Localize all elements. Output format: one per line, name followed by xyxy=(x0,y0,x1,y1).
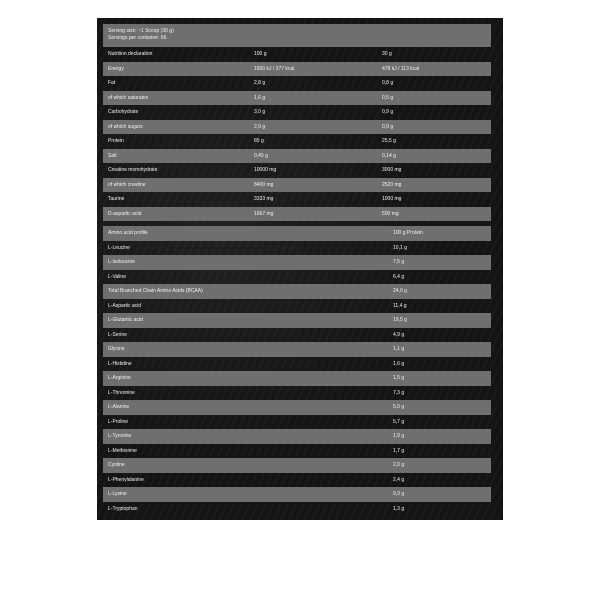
table-row xyxy=(103,134,491,149)
value-per-100g-protein: 2,0 g xyxy=(393,462,405,469)
value-per-100g-protein: 7,3 g xyxy=(393,389,405,396)
value-per-100g-protein: 6,4 g xyxy=(393,273,405,280)
nutrient-name: of which saturates xyxy=(108,94,149,101)
value-per-100g: 1600 kJ / 377 kcal xyxy=(254,65,295,72)
amino-acid-name: Cystine xyxy=(108,462,125,469)
table-row xyxy=(103,255,491,270)
nutrient-name: Protein xyxy=(108,138,124,145)
amino-acid-name: L-Proline xyxy=(108,418,129,425)
table-row xyxy=(103,192,491,207)
nutrient-name: of which sugars xyxy=(108,123,143,130)
column-header: Nutrition declaration xyxy=(108,51,153,58)
value-per-100g-protein: 4,9 g xyxy=(393,331,405,338)
amino-acid-name: L-Lysine xyxy=(108,491,127,498)
table-row xyxy=(103,299,491,314)
nutrient-name: Energy xyxy=(108,65,124,72)
value-per-serving: 478 kJ / 113 kcal xyxy=(382,65,420,72)
nutrient-name: Taurine xyxy=(108,196,125,203)
amino-acid-name: L-Phenylalanine xyxy=(108,476,144,483)
table-row xyxy=(103,62,491,77)
value-per-100g-protein: 19,5 g xyxy=(393,317,407,324)
table-row xyxy=(103,284,491,299)
column-header: Amino acid profile xyxy=(108,230,148,237)
value-per-100g: 0,45 g xyxy=(254,152,268,159)
table-row xyxy=(103,371,491,386)
column-header: 100 g xyxy=(254,51,267,58)
value-per-100g-protein: 1,9 g xyxy=(393,433,405,440)
value-per-100g-protein: 1,1 g xyxy=(393,346,405,353)
value-per-100g-protein: 5,0 g xyxy=(393,404,405,411)
table-row xyxy=(103,91,491,106)
value-per-100g: 8400 mg xyxy=(254,181,274,188)
table-row xyxy=(103,178,491,193)
column-header: 30 g xyxy=(382,51,392,58)
table-row xyxy=(103,444,491,459)
value-per-100g-protein: 1,3 g xyxy=(393,505,405,512)
nutrient-name: Carbohydrate xyxy=(108,109,139,116)
table-row xyxy=(103,458,491,473)
amino-acid-table xyxy=(103,226,491,516)
amino-acid-name: Total Branched Chain Amino Acids (BCAA) xyxy=(108,288,203,295)
table-row xyxy=(103,342,491,357)
table-row xyxy=(103,415,491,430)
table-row xyxy=(103,328,491,343)
table-header-row xyxy=(103,226,491,241)
value-per-100g-protein: 9,3 g xyxy=(393,491,405,498)
nutrient-name: Salt xyxy=(108,152,117,159)
amino-acid-name: L-Serine xyxy=(108,331,127,338)
table-row xyxy=(103,502,491,517)
table-row xyxy=(103,120,491,135)
value-per-serving: 0,5 g xyxy=(382,94,394,101)
nutrition-panel xyxy=(97,18,503,520)
servings-per-container: Servings per container: 66 xyxy=(108,34,167,41)
value-per-serving: 3000 mg xyxy=(382,167,402,174)
value-per-100g: 2,8 g xyxy=(254,80,266,87)
value-per-100g: 3,0 g xyxy=(254,109,266,116)
table-header-row xyxy=(103,47,491,62)
value-per-100g-protein: 2,4 g xyxy=(393,476,405,483)
table-row xyxy=(103,270,491,285)
table-row xyxy=(103,207,491,222)
value-per-serving: 1000 mg xyxy=(382,196,402,203)
value-per-100g-protein: 7,5 g xyxy=(393,259,405,266)
value-per-100g-protein: 24,0 g xyxy=(393,288,407,295)
amino-acid-name: L-Tyrosine xyxy=(108,433,132,440)
column-header: 100 g Protein xyxy=(393,230,423,237)
serving-info xyxy=(103,24,491,47)
value-per-serving: 500 mg xyxy=(382,210,399,217)
value-per-100g-protein: 1,5 g xyxy=(393,375,405,382)
table-row xyxy=(103,357,491,372)
amino-acid-name: L-Glutamic acid xyxy=(108,317,143,324)
table-row xyxy=(103,76,491,91)
value-per-100g-protein: 5,7 g xyxy=(393,418,405,425)
value-per-100g-protein: 10,1 g xyxy=(393,244,407,251)
value-per-100g: 2,9 g xyxy=(254,123,266,130)
table-row xyxy=(103,429,491,444)
value-per-serving: 0,14 g xyxy=(382,152,396,159)
value-per-100g-protein: 1,6 g xyxy=(393,360,405,367)
value-per-serving: 0,9 g xyxy=(382,123,394,130)
nutrient-name: D-aspartic acid xyxy=(108,210,142,217)
amino-acid-name: L-Leucine xyxy=(108,244,130,251)
table-row xyxy=(103,487,491,502)
nutrient-name: Creatine monohydrate xyxy=(108,167,158,174)
value-per-serving: 2520 mg xyxy=(382,181,402,188)
value-per-100g-protein: 11,4 g xyxy=(393,302,407,309)
table-row xyxy=(103,386,491,401)
amino-acid-name: L-Histidine xyxy=(108,360,132,367)
amino-acid-name: L-Isoleucine xyxy=(108,259,135,266)
table-row xyxy=(103,241,491,256)
value-per-serving: 0,8 g xyxy=(382,80,394,87)
table-row xyxy=(103,105,491,120)
value-per-100g: 10000 mg xyxy=(254,167,277,174)
table-row xyxy=(103,163,491,178)
value-per-serving: 25,5 g xyxy=(382,138,396,145)
table-row xyxy=(103,149,491,164)
amino-acid-name: L-Threonine xyxy=(108,389,135,396)
amino-acid-name: L-Arginine xyxy=(108,375,131,382)
table-row xyxy=(103,400,491,415)
amino-acid-name: L-Alanine xyxy=(108,404,130,411)
value-per-100g: 1667 mg xyxy=(254,210,274,217)
serving-size: Serving size: ~1 Scoop (30 g) xyxy=(108,28,174,34)
table-row xyxy=(103,473,491,488)
table-row xyxy=(103,313,491,328)
amino-acid-name: L-Valine xyxy=(108,273,126,280)
amino-acid-name: L-Aspartic acid xyxy=(108,302,142,309)
value-per-serving: 0,9 g xyxy=(382,109,394,116)
amino-acid-name: L-Tryptophan xyxy=(108,505,138,512)
value-per-100g: 3333 mg xyxy=(254,196,274,203)
value-per-100g-protein: 1,7 g xyxy=(393,447,405,454)
value-per-100g: 85 g xyxy=(254,138,264,145)
nutrient-name: of which creatine xyxy=(108,181,146,188)
nutrient-name: Fat xyxy=(108,80,116,87)
amino-acid-name: Glycine xyxy=(108,346,125,353)
value-per-100g: 1,6 g xyxy=(254,94,266,101)
amino-acid-name: L-Methionine xyxy=(108,447,137,454)
nutrition-table xyxy=(103,47,491,221)
